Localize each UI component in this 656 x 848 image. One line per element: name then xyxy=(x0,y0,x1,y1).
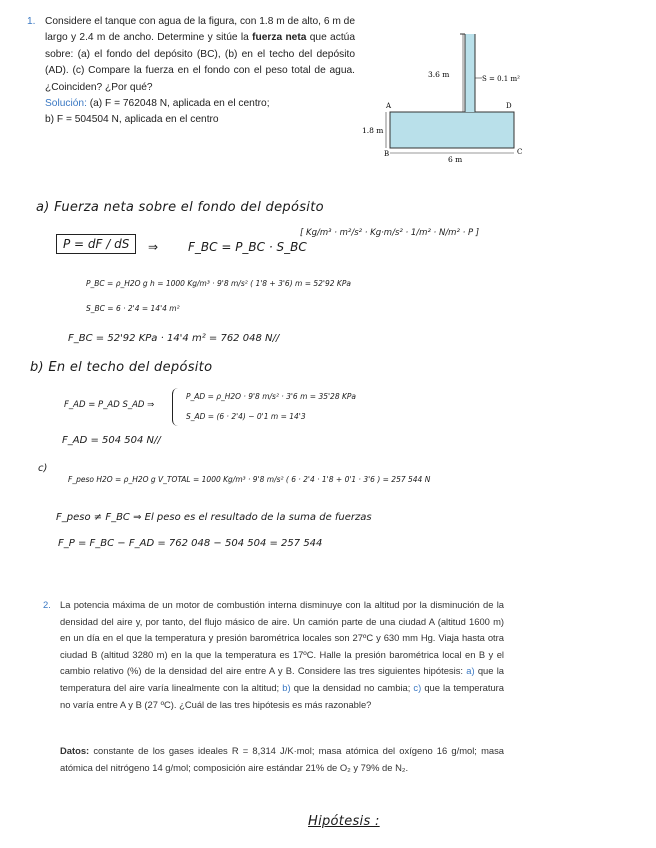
problem-1-statement xyxy=(27,14,355,129)
part-c-label: c) xyxy=(38,463,48,474)
solution-a: (a) F = 762048 N, aplicada en el centro; xyxy=(86,98,270,110)
problem-2-number: 2. xyxy=(43,599,51,610)
problem-1-bold: fuerza neta xyxy=(252,32,307,44)
pbc-line: P_BC = ρ_H2O g h = 1000 Kg/m³ · 9'8 m/s² ( 1'8 + 3'6) m = 52'92 KPa xyxy=(86,279,351,288)
fad-result: F_AD = 504 504 N// xyxy=(62,435,161,446)
tube-water xyxy=(465,34,475,112)
problem-2-text-4: que la temperatura no varía entre A y B (27 ºC). ¿Cuál de las tres hipótesis es más razonable? xyxy=(60,681,504,710)
units-bracket: [ Kg/m³ · m²/s² · Kg·m/s² · 1/m² · N/m² · P ] xyxy=(300,228,480,238)
formula-pressure-box: P = dF / dS xyxy=(56,234,136,254)
formula-arrow: ⇒ xyxy=(148,240,159,254)
corner-b: B xyxy=(384,150,390,158)
part-b-title: b) En el techo del depósito xyxy=(30,360,213,375)
solution-label: Solución: xyxy=(45,98,87,110)
brace xyxy=(172,388,183,426)
tank-figure xyxy=(360,28,530,168)
problem-2-data xyxy=(60,743,504,776)
sbc-line: S_BC = 6 · 2'4 = 14'4 m² xyxy=(86,304,180,313)
hypothesis-c-label: c) xyxy=(413,681,422,693)
sad-line: S_AD = (6 · 2'4) − 0'1 m = 14'3 xyxy=(186,412,306,421)
height-label: 1.8 m xyxy=(362,126,384,135)
problem-2-text-1: La potencia máxima de un motor de combustión interna disminuye con la altitud por la disminución de la densidad del aire y, por tanto, del flujo másico de aire. Un camión parte de una ciudad A (altitud 1600 m) en un día en el que la temperatura y presión barométrica locales son 27ºC y 630 mm Hg. Viaja hasta otra ciudad B (altitud 3280 m) en la que la temperatura es 17ºC. Halle la presión barométrica local en B y el cambio relativo (%) de la densidad del aire entre A y B. Considere las tres siguientes hipótesis: xyxy=(60,599,504,677)
problem-1-number: 1. xyxy=(27,16,36,27)
corner-a: A xyxy=(386,102,392,110)
problem-2-statement xyxy=(43,597,504,713)
pad-line: P_AD = ρ_H2O · 9'8 m/s² · 3'6 m = 35'28 KPa xyxy=(186,392,357,401)
tube-height-label: 3.6 m xyxy=(428,70,450,79)
problem-1-text-b: que actúa sobre: (a) el fondo del depósito (BC), (b) en el techo del depósito (AD). (c) Compare la fuerza en el fondo con el peso total de agua. ¿Coinciden? ¿Por qué? xyxy=(45,32,355,93)
hypothesis-b-label: b) xyxy=(282,681,291,693)
hypothesis-a-label: a) xyxy=(466,665,475,677)
problem-1-text-a: Considere el tanque con agua de la figura, con 1.8 m de alto, 6 m de largo y 2.4 m de ancho. Determine y sitúe la xyxy=(45,16,355,44)
datos-text: constante de los gases ideales R = 8,314 J/K·mol; masa atómica del oxígeno 16 g/mol; masa atómica del nitrógeno 14 g/mol; composición aire estándar 21% de O₂ y 79% de N₂. xyxy=(60,745,504,773)
compare-line: F_peso ≠ F_BC ⇒ El peso es el resultado de la suma de fuerzas xyxy=(56,512,372,523)
problem-2-text-3: que la densidad no cambia; xyxy=(290,681,414,693)
area-label: S = 0.1 m² xyxy=(482,75,520,83)
weight-line: F_peso H2O = ρ_H2O g V_TOTAL = 1000 Kg/m³ · 9'8 m/s² ( 6 · 2'4 · 1'8 + 0'1 · 3'6 ) = 257 544 N xyxy=(68,475,431,484)
part-a-title: a) Fuerza neta sobre el fondo del depósito xyxy=(36,200,324,215)
fbc-line: F_BC = 52'92 KPa · 14'4 m² = 762 048 N// xyxy=(68,333,280,344)
problem-2-text-2: que la temperatura del aire varía linealmente con la altitud; xyxy=(60,665,504,693)
datos-label: Datos: xyxy=(60,745,90,756)
tank-body xyxy=(390,112,514,148)
hipotesis-heading: Hipótesis : xyxy=(308,814,380,829)
length-label: 6 m xyxy=(448,155,463,164)
fad-definition: F_AD = P_AD S_AD ⇒ xyxy=(64,400,155,410)
formula-force: F_BC = P_BC · S_BC xyxy=(188,240,307,254)
difference-line: F_P = F_BC − F_AD = 762 048 − 504 504 = 257 544 xyxy=(58,538,323,549)
corner-d: D xyxy=(506,102,512,110)
solution-b: b) F = 504504 N, aplicada en el centro xyxy=(45,114,219,126)
corner-c: C xyxy=(517,148,523,156)
